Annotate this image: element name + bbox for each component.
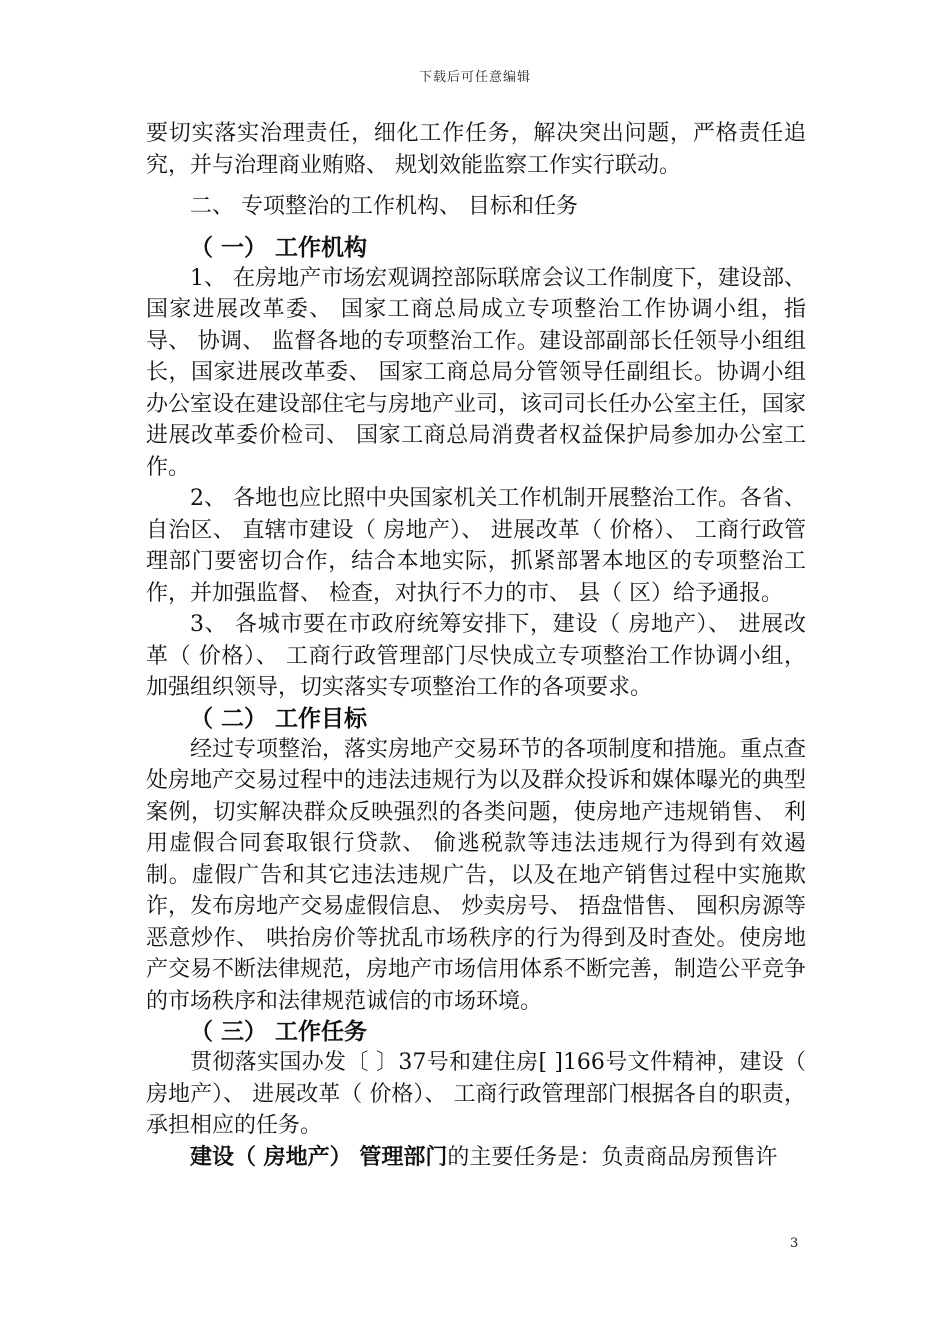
subheading-org: （ 一） 工作机构 — [190, 234, 368, 261]
paragraph-construction-dept — [146, 1142, 806, 1174]
paragraph-item-1: 1、 在房地产市场宏观调控部际联席会议工作制度下，建设部、 国家进展改革委、 国家工商总局成立专项整治工作协调小组，指导、 协调、 监督各地的专项整治工作。建设部副部长任领导小组组长，国家进展改革委、 国家工商总局分管领导任副组长。协调小组办公室设在建设部住宅与房地产业司，该司司长任办公室主任，国家进展改革委价检司、 国家工商总局消费者权益保护局参加办公室工作。 — [146, 265, 807, 480]
bold-dept-name: 建设（ 房地产） 管理部门 — [190, 1144, 448, 1170]
paragraph-goal: 经过专项整治，落实房地产交易环节的各项制度和措施。重点查处房地产交易过程中的违法违规行为以及群众投诉和媒体曝光的典型案例，切实解决群众反映强烈的各类问题，使房地产违规销售、 利用虚假合同套取银行贷款、 偷逃税款等违法违规行为得到有效遏制。虚假广告和其它违法违规广告，以及在地产销售过程中实施欺诈，发布房地产交易虚假信息、 炒卖房号、 捂盘惜售、 囤积房源等恶意炒作、 哄抬房价等扰乱市场秩序的行为得到及时查处。使房地产交易不断法律规范，房地产市场信用体系不断完善，制造公平竞争的市场秩序和法律规范诚信的市场环境。 — [146, 736, 807, 1014]
paragraph-item-2: 2、 各地也应比照中央国家机关工作机制开展整治工作。各省、 自治区、 直辖市建设（ 房地产）、 进展改革（ 价格）、 工商行政管理部门要密切合作，结合本地实际，抓紧部署本地区的专项整治工作，并加强监督、 检查，对执行不力的市、 县（ 区）给予通报。 — [146, 486, 806, 606]
paragraph-rest: 的主要任务是：负责商品房预售许 — [447, 1144, 778, 1170]
header-note: 下载后可任意编辑 — [418, 70, 531, 85]
paragraph-task: 贯彻落实国办发〔 〕37号和建住房[ ]166号文件精神，建设（ 房地产）、 进展改革（ 价格）、 工商行政管理部门根据各自的职责，承担相应的任务。 — [146, 1050, 806, 1138]
paragraph-continuation: 要切实落实治理责任，细化工作任务，解决突出问题，严格责任追究，并与治理商业贿赂、 规划效能监察工作实行联动。 — [146, 121, 806, 178]
paragraph-item-3: 3、 各城市要在市政府统筹安排下，建设（ 房地产）、 进展改革（ 价格）、 工商行政管理部门尽快成立专项整治工作协调小组，加强组织领导，切实落实专项整治工作的各项要求。 — [146, 612, 806, 700]
page-number: 3 — [790, 1236, 799, 1251]
subheading-goal: （ 二） 工作目标 — [190, 705, 368, 732]
section-heading: 二、 专项整治的工作机构、 目标和任务 — [190, 194, 578, 219]
subheading-task: （ 三） 工作任务 — [190, 1019, 368, 1045]
document-body — [146, 118, 806, 1173]
